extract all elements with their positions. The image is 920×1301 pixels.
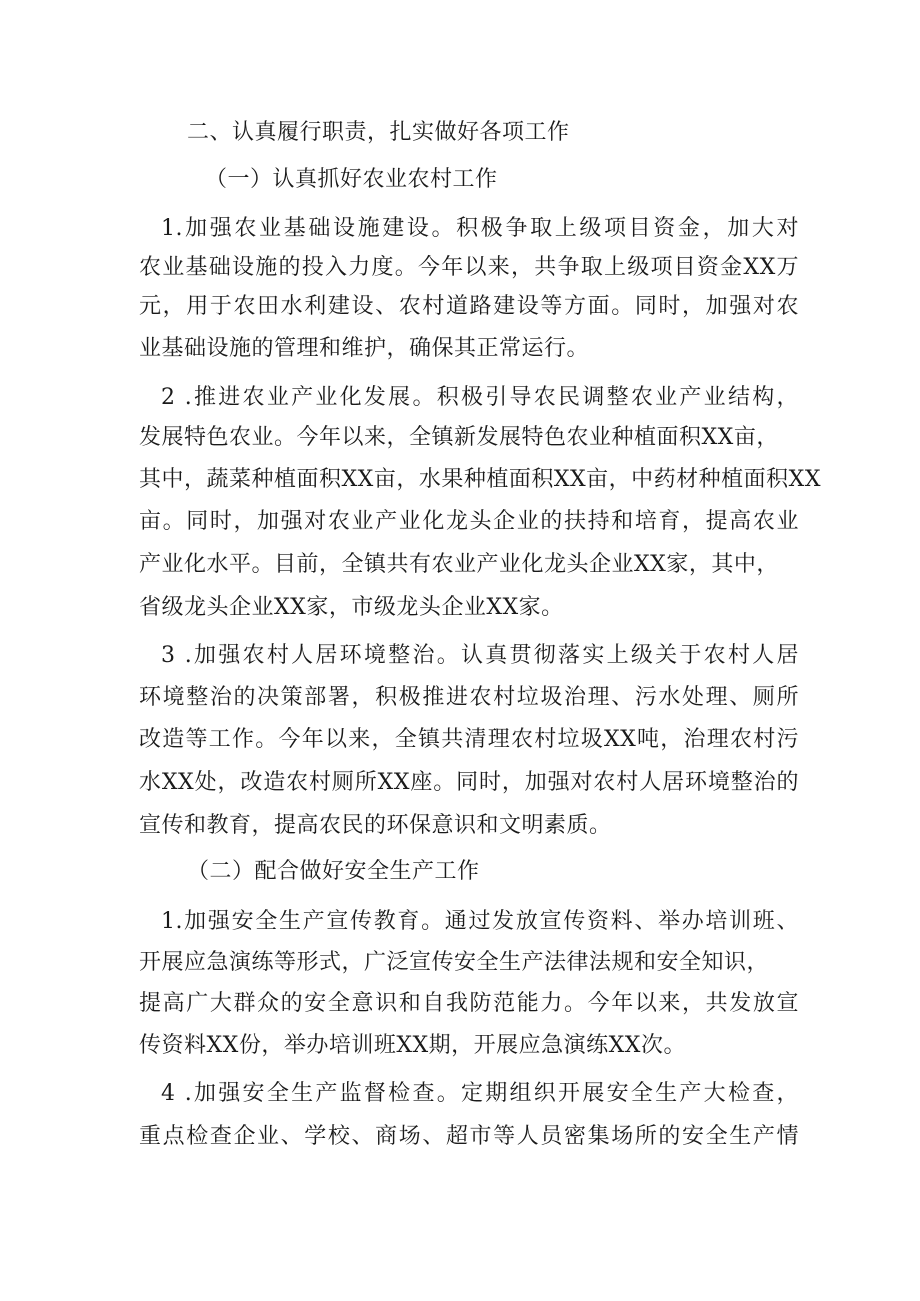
paragraph-line: 环境整治的决策部署，积极推进农村垃圾治理、污水处理、厕所 xyxy=(139,685,799,710)
paragraph-line: 1.加强农业基础设施建设。积极争取上级项目资金，加大对 xyxy=(161,216,799,241)
paragraph-line: 元，用于农田水利建设、农村道路建设等方面。同时，加强对农 xyxy=(139,294,799,319)
paragraph-line: 开展应急演练等形式，广泛宣传安全生产法律法规和安全知识， xyxy=(139,950,770,975)
paragraph-line: 业基础设施的管理和维护，确保其正常运行。 xyxy=(139,336,590,361)
paragraph-line: 其中，蔬菜种植面积XX亩，水果种植面积XX亩，中药材种植面积XX xyxy=(139,467,821,492)
paragraph-line: 重点检查企业、学校、商场、超市等人员密集场所的安全生产情 xyxy=(139,1124,799,1149)
paragraph-line: 省级龙头企业XX家，市级龙头企业XX家。 xyxy=(139,595,564,620)
paragraph-line: 1.加强安全生产宣传教育。通过发放宣传资料、举办培训班、 xyxy=(161,909,799,934)
paragraph-line: 亩。同时，加强对农业产业化龙头企业的扶持和培育，提高农业 xyxy=(139,509,799,534)
paragraph-line: 农业基础设施的投入力度。今年以来，共争取上级项目资金XX万 xyxy=(139,255,799,280)
paragraph-line: 4 .加强安全生产监督检查。定期组织开展安全生产大检查， xyxy=(161,1081,799,1106)
paragraph-line: 产业化水平。目前，全镇共有农业产业化龙头企业XX家，其中， xyxy=(139,552,779,577)
paragraph-line: 宣传和教育，提高农民的环保意识和文明素质。 xyxy=(139,813,612,838)
paragraph-line: 改造等工作。今年以来，全镇共清理农村垃圾XX吨，治理农村污 xyxy=(139,727,799,752)
paragraph-line: 传资料XX份，举办培训班XX期，开展应急演练XX次。 xyxy=(139,1033,686,1058)
subsection-heading-2: （二）配合做好安全生产工作 xyxy=(187,859,480,884)
paragraph-line: 2 .推进农业产业化发展。积极引导农民调整农业产业结构， xyxy=(161,385,799,410)
paragraph-line: 提高广大群众的安全意识和自我防范能力。今年以来，共发放宣 xyxy=(139,991,799,1016)
paragraph-line: 3 .加强农村人居环境整治。认真贯彻落实上级关于农村人居 xyxy=(161,643,799,668)
section-heading-2: 二、认真履行职责，扎实做好各项工作 xyxy=(187,120,570,145)
paragraph-line: 发展特色农业。今年以来，全镇新发展特色农业种植面积XX亩， xyxy=(139,425,779,450)
paragraph-line: 水XX处，改造农村厕所XX座。同时，加强对农村人居环境整治的 xyxy=(139,770,799,795)
subsection-heading-1: （一）认真抓好农业农村工作 xyxy=(205,167,498,192)
